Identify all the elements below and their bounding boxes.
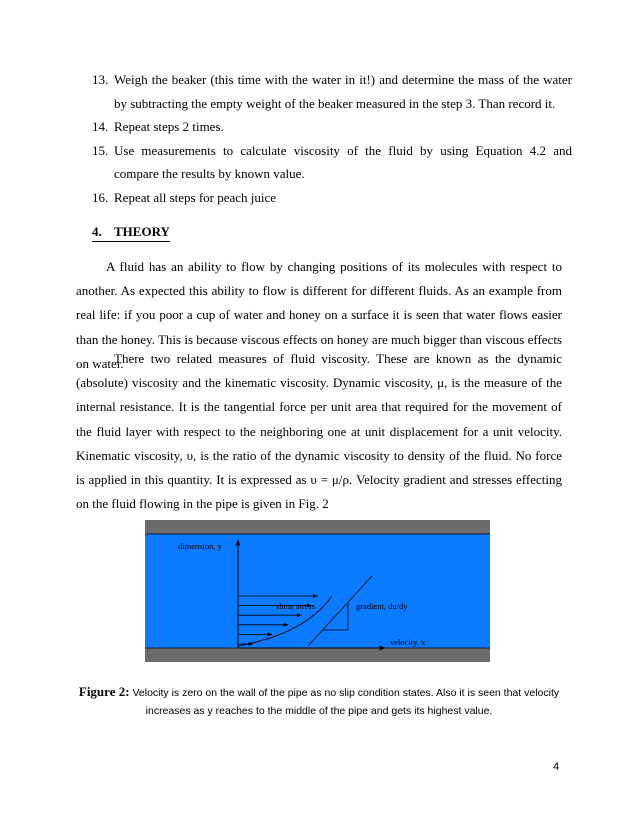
step-text: Use measurements to calculate viscosity of the fluid by using Equation 4.2 and compare the results by known value.	[114, 142, 572, 181]
step-number: 13.	[92, 72, 109, 87]
step-item	[92, 115, 572, 139]
step-item	[92, 186, 572, 210]
pipe-wall-top	[145, 520, 490, 534]
step-number: 14.	[92, 119, 109, 134]
caption-text: Velocity is zero on the wall of the pipe as no slip condition states. Also it is seen that velocity increases as y reaches to the middle of the pipe and gets its highest value.	[132, 687, 560, 717]
figure-caption	[76, 683, 562, 720]
procedure-steps	[92, 68, 572, 209]
gradient-label: gradient, du/dy	[356, 601, 408, 611]
step-text: Repeat all steps for peach juice	[114, 189, 277, 205]
velocity-profile-figure	[145, 520, 490, 662]
section-title: THEORY	[114, 224, 170, 239]
step-text: Weigh the beaker (this time with the water in it!) and determine the mass of the water by subtracting the empty weight of the beaker measured in the step 3. Than record it.	[114, 72, 572, 111]
y-axis-label: dimension, y	[178, 541, 222, 551]
caption-label: Figure 2:	[78, 684, 130, 699]
step-text: Repeat steps 2 times.	[114, 119, 224, 134]
theory-paragraph-2: There two related measures of fluid viscosity. These are known as the dynamic (absolute) viscosity and the kinematic viscosity. Dynamic viscosity, μ, is the measure of the internal resistance. It is the tangential force per unit area that required for the movement of the fluid layer with respect to the neighboring one at unit displacement for a unit velocity. Kinematic viscosity, υ, is the ratio of the dynamic viscosity to density of the fluid. No force is applied in this quantity. It is expressed as υ = μ/ρ. Velocity gradient and stresses effecting on the fluid flowing in the pipe is given in Fig. 2	[76, 351, 562, 512]
pipe-wall-bottom	[145, 648, 490, 662]
shear-stress-label: shear stress	[276, 601, 315, 611]
section-number: 4.	[92, 224, 102, 239]
page-number: 4	[553, 761, 560, 773]
theory-paragraph-1: A fluid has an ability to flow by changing positions of its molecules with respect to another. As expected this ability to flow is different for different fluids. As an example from real life: if you poor a cup of water and honey on a surface it is seen that water flows easier than the honey. This is because viscous effects on honey are much bigger than viscous effects on water.	[76, 259, 562, 371]
step-item	[92, 139, 572, 186]
x-axis-label: velocity, x	[390, 637, 426, 647]
step-item	[92, 68, 572, 115]
step-number: 16.	[92, 189, 109, 205]
section-heading	[92, 224, 170, 242]
step-number: 15.	[92, 142, 109, 158]
